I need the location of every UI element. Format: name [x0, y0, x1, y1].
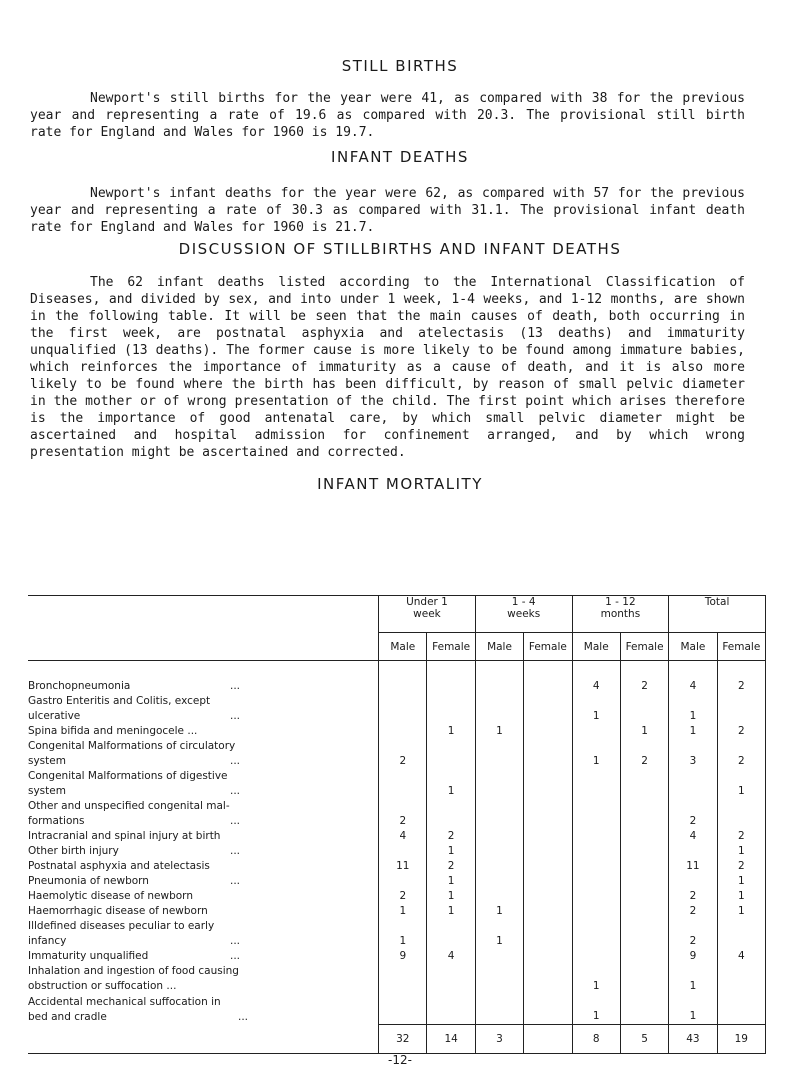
- table-row: [28, 694, 766, 724]
- infant-deaths-heading: INFANT DEATHS: [331, 148, 469, 166]
- stillbirths-heading: STILL BIRTHS: [341, 57, 459, 75]
- sub-male: Male: [572, 633, 620, 661]
- discussion-heading: DISCUSSION OF STILLBIRTHS AND INFANT DEATHS: [178, 240, 622, 258]
- cause-label: [28, 994, 379, 1025]
- table-row: [28, 949, 766, 964]
- count-cell: 2: [669, 919, 717, 949]
- cause-label: [28, 844, 379, 859]
- count-cell: 1: [620, 724, 668, 739]
- cause-label-line: Gastro Enteritis and Colitis, except: [28, 695, 211, 707]
- count-cell: 1: [427, 874, 475, 889]
- count-cell: [427, 919, 475, 949]
- cause-label-line: Illdefined diseases peculiar to early: [28, 920, 215, 932]
- count-cell: [524, 904, 572, 919]
- leader-dots: ...: [230, 680, 241, 692]
- table-row: [28, 829, 766, 844]
- count-cell: [524, 949, 572, 964]
- count-cell: [620, 874, 668, 889]
- cause-label-line: Congenital Malformations of circulatory: [28, 740, 236, 752]
- count-cell: [524, 769, 572, 799]
- cause-label: [28, 739, 379, 769]
- count-cell: 1: [572, 694, 620, 724]
- table-row: [28, 964, 766, 994]
- group-1-12-months: 1 - 12 months: [572, 596, 669, 633]
- count-cell: [572, 904, 620, 919]
- count-cell: [475, 874, 523, 889]
- count-cell: [717, 919, 765, 949]
- count-cell: 1: [669, 994, 717, 1025]
- count-cell: [572, 859, 620, 874]
- count-cell: [427, 694, 475, 724]
- count-cell: 1: [427, 844, 475, 859]
- count-cell: [475, 769, 523, 799]
- total-cell: 14: [427, 1025, 475, 1054]
- count-cell: [427, 739, 475, 769]
- sub-male: Male: [669, 633, 717, 661]
- count-cell: [475, 829, 523, 844]
- sub-male: Male: [475, 633, 523, 661]
- count-cell: [524, 724, 572, 739]
- count-cell: 2: [379, 889, 427, 904]
- count-cell: [524, 694, 572, 724]
- total-cell: 8: [572, 1025, 620, 1054]
- leader-dots: ...: [230, 755, 241, 767]
- count-cell: 1: [717, 889, 765, 904]
- infant-deaths-paragraph: Newport's infant deaths for the year were 62, as compared with 57 for the previous year and representing a rate of 30.3 as compared with 31.1. The provisional infant death rate for England and Wales for 1960 is 21.7.: [30, 186, 745, 235]
- count-cell: [475, 964, 523, 994]
- count-cell: 3: [669, 739, 717, 769]
- count-cell: 1: [669, 964, 717, 994]
- count-cell: [475, 994, 523, 1025]
- cause-label: [28, 949, 379, 964]
- total-cell: 32: [379, 1025, 427, 1054]
- total-cell: 19: [717, 1025, 765, 1054]
- count-cell: 11: [379, 859, 427, 874]
- count-cell: 2: [620, 679, 668, 694]
- table-body: [28, 661, 766, 1025]
- header-blank: [28, 596, 379, 633]
- count-cell: [620, 964, 668, 994]
- table-row: [28, 874, 766, 889]
- cause-label-line: Immaturity unqualified ...: [28, 950, 241, 962]
- count-cell: [475, 739, 523, 769]
- leader-dots: ...: [230, 815, 241, 827]
- count-cell: 1: [717, 769, 765, 799]
- count-cell: 4: [669, 829, 717, 844]
- cause-label: [28, 769, 379, 799]
- table-row: [28, 904, 766, 919]
- cause-label-line: Intracranial and spinal injury at birth: [28, 830, 221, 842]
- count-cell: 1: [717, 904, 765, 919]
- count-cell: 1: [572, 739, 620, 769]
- count-cell: 2: [717, 829, 765, 844]
- count-cell: 4: [669, 679, 717, 694]
- leader-dots: ...: [238, 1010, 249, 1023]
- count-cell: [524, 889, 572, 904]
- count-cell: [620, 769, 668, 799]
- sex-header-row: [28, 633, 766, 661]
- leader-dots: ...: [230, 950, 241, 962]
- count-cell: [379, 964, 427, 994]
- page-number: -12-: [388, 1053, 412, 1067]
- count-cell: [572, 874, 620, 889]
- count-cell: [669, 874, 717, 889]
- count-cell: [427, 964, 475, 994]
- count-cell: [717, 964, 765, 994]
- count-cell: 9: [669, 949, 717, 964]
- table-row: [28, 889, 766, 904]
- count-cell: [427, 679, 475, 694]
- cause-label-line: Other birth injury ...: [28, 845, 241, 857]
- count-cell: [524, 874, 572, 889]
- table-row: [28, 739, 766, 769]
- count-cell: [475, 799, 523, 829]
- table-row: [28, 919, 766, 949]
- count-cell: [379, 724, 427, 739]
- table-row: [28, 799, 766, 829]
- count-cell: [524, 964, 572, 994]
- count-cell: 2: [427, 829, 475, 844]
- cause-label: [28, 964, 379, 994]
- count-cell: [524, 919, 572, 949]
- count-cell: 1: [475, 724, 523, 739]
- group-header-row: [28, 596, 766, 633]
- count-cell: 2: [669, 889, 717, 904]
- stillbirths-paragraph: Newport's still births for the year were 41, as compared with 38 for the previous year and representing a rate of 19.6 as compared with 20.3. The provisional still birth rate for England and Wales for 1960 is 19.7.: [30, 91, 745, 140]
- table-row: [28, 769, 766, 799]
- count-cell: [379, 694, 427, 724]
- group-1-4-weeks: 1 - 4 weeks: [475, 596, 572, 633]
- count-cell: [475, 859, 523, 874]
- count-cell: 4: [379, 829, 427, 844]
- leader-dots: ...: [230, 875, 241, 887]
- count-cell: 2: [717, 724, 765, 739]
- cause-label: [28, 874, 379, 889]
- count-cell: 1: [475, 919, 523, 949]
- count-cell: [379, 874, 427, 889]
- cause-label-line: Other and unspecified congenital mal-: [28, 800, 230, 812]
- count-cell: 2: [717, 859, 765, 874]
- count-cell: [620, 844, 668, 859]
- cause-label-line: formations ...: [28, 815, 241, 827]
- cause-label: [28, 724, 379, 739]
- cause-label: [28, 679, 379, 694]
- count-cell: 1: [427, 889, 475, 904]
- count-cell: 1: [475, 904, 523, 919]
- group-total: Total: [669, 596, 766, 633]
- leader-dots: ...: [230, 845, 241, 857]
- total-cell: 3: [475, 1025, 523, 1054]
- count-cell: [524, 829, 572, 844]
- count-cell: [717, 694, 765, 724]
- count-cell: [572, 724, 620, 739]
- count-cell: 1: [669, 694, 717, 724]
- total-cell: 43: [669, 1025, 717, 1054]
- count-cell: [717, 799, 765, 829]
- count-cell: [669, 844, 717, 859]
- count-cell: 4: [572, 679, 620, 694]
- count-cell: 2: [669, 799, 717, 829]
- total-cell: [524, 1025, 572, 1054]
- count-cell: [524, 679, 572, 694]
- count-cell: [620, 799, 668, 829]
- count-cell: [572, 799, 620, 829]
- count-cell: [524, 994, 572, 1025]
- sub-female: Female: [427, 633, 475, 661]
- leader-dots: ...: [230, 710, 241, 722]
- cause-label-line: Postnatal asphyxia and atelectasis: [28, 860, 210, 872]
- discussion-paragraph: The 62 infant deaths listed according to the International Classification of Diseases, and divided by sex, and into under 1 week, 1-4 weeks, and 1-12 months, are shown in the following table. It will be seen that the main causes of death, both occurring in the first week, are postnatal asphyxia and atelectasis (13 deaths) and immaturity unqualified (13 deaths). The former cause is more likely to be found among immature babies, which reinforces the importance of immaturity as a cause of death, and it is also more likely to be found where the birth has been difficult, by reason of small pelvic diameter in the mother or of wrong presentation of the child. The first point which arises therefore is the importance of good antenatal care, by which small pelvic diameter might be ascertained and hospital admission for confinement arranged, and by which wrong presentation might be ascertained and corrected.: [30, 275, 745, 460]
- count-cell: [379, 844, 427, 859]
- leader-dots: ...: [230, 935, 241, 947]
- count-cell: [620, 694, 668, 724]
- cause-label: [28, 694, 379, 724]
- cause-label-line: ulcerative ...: [28, 710, 241, 722]
- cause-label: [28, 904, 379, 919]
- cause-label-line: Pneumonia of newborn ...: [28, 875, 241, 887]
- count-cell: [572, 919, 620, 949]
- cause-label: [28, 799, 379, 829]
- cause-label: [28, 859, 379, 874]
- cause-label-line: Congenital Malformations of digestive: [28, 770, 228, 782]
- count-cell: 4: [717, 949, 765, 964]
- count-cell: 1: [379, 919, 427, 949]
- sub-female: Female: [620, 633, 668, 661]
- infant-mortality-table: [28, 595, 766, 1054]
- cause-label: [28, 889, 379, 904]
- group-under-1-week: Under 1 week: [379, 596, 476, 633]
- count-cell: 2: [717, 679, 765, 694]
- count-cell: 1: [572, 994, 620, 1025]
- count-cell: [572, 844, 620, 859]
- count-cell: [475, 844, 523, 859]
- count-cell: [620, 919, 668, 949]
- totals-row: [28, 1025, 766, 1054]
- table-row: [28, 844, 766, 859]
- cause-label-line: Bronchopneumonia ...: [28, 680, 241, 692]
- count-cell: 4: [427, 949, 475, 964]
- count-cell: 2: [669, 904, 717, 919]
- count-cell: [475, 889, 523, 904]
- sub-female: Female: [717, 633, 765, 661]
- count-cell: [379, 769, 427, 799]
- table-row: [28, 859, 766, 874]
- count-cell: 1: [572, 964, 620, 994]
- cause-label-line: Haemorrhagic disease of newborn: [28, 905, 208, 917]
- count-cell: [475, 949, 523, 964]
- count-cell: 2: [620, 739, 668, 769]
- infant-mortality-heading: INFANT MORTALITY: [317, 475, 483, 493]
- cause-label: [28, 919, 379, 949]
- cause-label-line: system ...: [28, 755, 241, 767]
- sub-male: Male: [379, 633, 427, 661]
- cause-label-line: Accidental mechanical suffocation in: [28, 995, 221, 1008]
- count-cell: [620, 889, 668, 904]
- count-cell: [620, 829, 668, 844]
- table-row: [28, 724, 766, 739]
- sub-female: Female: [524, 633, 572, 661]
- count-cell: 1: [427, 904, 475, 919]
- table-row: [28, 994, 766, 1025]
- count-cell: [379, 679, 427, 694]
- count-cell: [572, 829, 620, 844]
- cause-label-line: Inhalation and ingestion of food causing: [28, 965, 239, 977]
- count-cell: [427, 799, 475, 829]
- cause-label-line: system ...: [28, 785, 241, 797]
- count-cell: 11: [669, 859, 717, 874]
- count-cell: [620, 904, 668, 919]
- count-cell: 2: [717, 739, 765, 769]
- count-cell: [524, 739, 572, 769]
- count-cell: [572, 889, 620, 904]
- cause-label-line: obstruction or suffocation ...: [28, 980, 177, 992]
- cause-label-line: Spina bifida and meningocele ...: [28, 725, 198, 737]
- leader-dots: ...: [230, 785, 241, 797]
- cause-label-line: bed and cradle ...: [28, 1010, 249, 1023]
- count-cell: [524, 844, 572, 859]
- count-cell: 1: [427, 769, 475, 799]
- count-cell: 2: [427, 859, 475, 874]
- table-row: [28, 679, 766, 694]
- cause-label-line: infancy ...: [28, 935, 241, 947]
- count-cell: 2: [379, 739, 427, 769]
- count-cell: [379, 994, 427, 1025]
- count-cell: [572, 949, 620, 964]
- count-cell: 9: [379, 949, 427, 964]
- count-cell: 1: [717, 844, 765, 859]
- count-cell: 1: [717, 874, 765, 889]
- count-cell: [524, 859, 572, 874]
- count-cell: 1: [427, 724, 475, 739]
- count-cell: [524, 799, 572, 829]
- count-cell: [620, 994, 668, 1025]
- count-cell: [620, 949, 668, 964]
- count-cell: [620, 859, 668, 874]
- count-cell: [669, 769, 717, 799]
- count-cell: [572, 769, 620, 799]
- count-cell: 2: [379, 799, 427, 829]
- cause-label-line: Haemolytic disease of newborn: [28, 890, 193, 902]
- count-cell: 1: [379, 904, 427, 919]
- cause-label: [28, 829, 379, 844]
- total-cell: 5: [620, 1025, 668, 1054]
- count-cell: [427, 994, 475, 1025]
- count-cell: 1: [669, 724, 717, 739]
- count-cell: [475, 679, 523, 694]
- count-cell: [475, 694, 523, 724]
- count-cell: [717, 994, 765, 1025]
